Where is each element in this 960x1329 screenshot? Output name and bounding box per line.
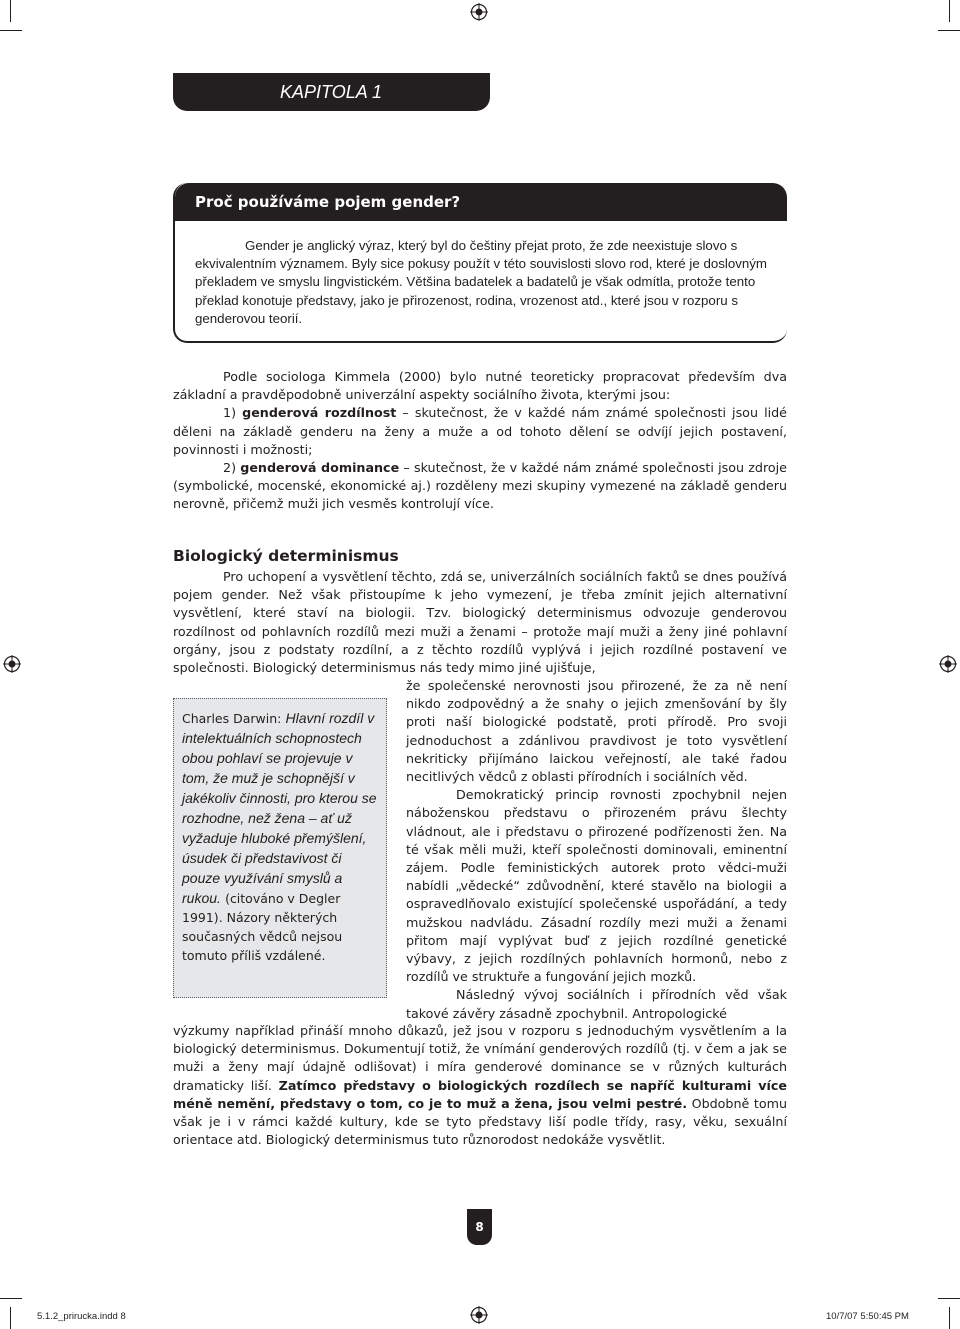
text-run: výzkumy například přináší mnoho důkazů, jež jsou v rozporu s jednoduchým vysvětlením a la biologický determinismus. Dokumentují totiž, že vnímání genderových rozdílů (tj. v čem a jak se muži a ženy mají údajně odlišovat) i míra genderové dominance se v různých kulturách dramaticky liší. <box>173 1023 787 1093</box>
registration-mark-icon <box>939 655 957 673</box>
crop-mark <box>10 0 11 22</box>
page-number: 8 <box>467 1209 492 1245</box>
list-number: 1) <box>223 405 237 421</box>
wrap-paragraph: že společenské nerovnosti jsou přirozené, že za ně není nikdo zodpovědný a že snahy o jejich zmenšování by šly proti naší biologické podstatě, proti přírodě. Pro svoji jednoduchost a zdánlivou pravdivost je toto vysvětlení nekriticky přijímáno laickou veřejností, ale také řadou necitlivých vědců z oblasti přírodních i sociálních věd. <box>406 678 787 785</box>
list-item <box>173 459 787 514</box>
kimmel-section <box>173 368 787 514</box>
crop-mark <box>0 30 22 31</box>
kimmel-paragraph: Podle sociologa Kimmela (2000) bylo nutné teoreticky propracovat především dva základní a pravděpodobně univerzální aspekty sociálního života, kterými jsou: <box>173 369 787 403</box>
wrap-paragraph: Následný vývoj sociálních i přírodních věd však takové závěry zásadně zpochybnil. Antropologické <box>406 987 787 1021</box>
text-run: Obdobně tomu však je i v rámci každé kultury, kde se tyto představy liší podle třídy, rasy, věku, sexuální orientace atd. Biologický determinismus tuto různorodost nedokáže vysvětlit. <box>173 1095 787 1148</box>
section-intro <box>173 568 787 677</box>
crop-mark <box>938 1298 960 1299</box>
crop-mark <box>0 1298 22 1299</box>
emphasis-text: Zatímco představy o biologických rozdílech se napříč kulturami více méně nemění, představy o tom, co je to muž a žena, jsou velmi pestré. <box>173 1077 787 1111</box>
registration-mark-icon <box>3 655 21 673</box>
section-paragraph: Pro uchopení a vysvětlení těchto, zdá se, univerzálních sociálních faktů se dnes používá pojem gender. Než však přistoupíme k jeho vymezení, je třeba zmínit jejich alternativní vysvětlení, které staví na biologii. Tzv. biologický determinismus odvozuje genderovou rozdílnost od pohlavních rozdílů mezi muži a ženami – protože mají muži a ženy jiné pohlavní orgány, jsou z podstaty rozdílní, a z těchto rozdílů vyplývá i jejich rozdílné postavení ve společnosti. Biologický determinismus nás tedy mimo jiné ujišťuje, <box>173 569 787 676</box>
crop-mark <box>949 1307 950 1329</box>
quote-author: Charles Darwin: <box>182 711 282 726</box>
list-term: genderová dominance <box>240 460 400 476</box>
section-end <box>173 1022 787 1149</box>
section-heading: Biologický determinismus <box>173 547 399 565</box>
section-paragraph <box>173 1022 787 1149</box>
chapter-label: KAPITOLA 1 <box>173 73 490 111</box>
registration-mark-icon <box>470 3 488 21</box>
wrap-paragraph: Demokratický princip rovnosti zpochybnil nejen náboženskou představu o přirozeném právu šlechty vládnout, ale i představu o přirozené podřízenosti žen. Na té však měli muži, kteří společnosti dominovali, eminentní zájem. Podle feministických autorek proto vědci-muži nabídli „vědecké“ zdůvodnění, které stavělo na biologii a ospravedlňovalo existující společenské uspořádání, a tedy mužskou nadvládu. Zásadní rozdíly mezi muži a ženami přitom mají vyplývat buď z jejich rozdílné genetické výbavy, z jejich rozdílných pohlavních hormonů, nebo z rozdílů ve struktuře a fungování jejich mozků. <box>406 787 787 985</box>
list-text: – skutečnost, že v každé nám známé společnosti jsou zdroje (symbolické, mocenské, ekonomické aj.) rozděleny mezi skupiny vymezené na základě genderu nerovně, přičemž muži jich vesměs kontrolují více. <box>173 460 787 512</box>
list-term: genderová rozdílnost <box>242 405 397 421</box>
crop-mark <box>10 1307 11 1329</box>
intro-box-title: Proč používáme pojem gender? <box>175 183 787 221</box>
list-item <box>173 404 787 459</box>
list-text: – skutečnost, že v každé nám známé společnosti jsou lidé děleni na základě genderu na ženy a muže a od tohoto dělení se odvíjí jejich postavení, povinnosti i možnosti; <box>173 405 787 457</box>
intro-box-text <box>175 221 787 328</box>
quote-text: Hlavní rozdíl v intelektuálních schopnostech obou pohlaví se projevuje v tom, že muž je schopnější v jakékoliv činnosti, pro kterou se rozhodne, než žena – ať už vyžaduje hluboké přemýšlení, úsudek či představivost či pouze využívání smyslů a rukou. <box>182 710 377 906</box>
slug-left: 5.1.2_prirucka.indd 8 <box>37 1311 126 1322</box>
crop-mark <box>949 0 950 22</box>
crop-mark <box>938 30 960 31</box>
slug-right: 10/7/07 5:50:45 PM <box>826 1311 909 1322</box>
list-number: 2) <box>223 460 237 476</box>
quote-citation: (citováno v Degler 1991). Názory některých současných vědců nejsou tomuto příliš vzdálené. <box>182 891 343 963</box>
wrapped-column <box>406 677 787 1023</box>
registration-mark-icon <box>470 1306 488 1324</box>
intro-box <box>173 183 787 343</box>
darwin-quote-box <box>173 698 387 998</box>
intro-box-body: Gender je anglický výraz, který byl do češtiny přejat proto, že zde neexistuje slovo s ekvivalentním významem. Byly sice pokusy použít v této souvislosti slovo rod, které je doslovným překladem ve smyslu lingvistickém. Většina badatelek a badatelů je však odmítla, protože tento překlad konotuje představy, jako je přirozenost, rodina, vrozenost atd., které jsou v rozporu s genderovou teorií. <box>195 238 767 326</box>
